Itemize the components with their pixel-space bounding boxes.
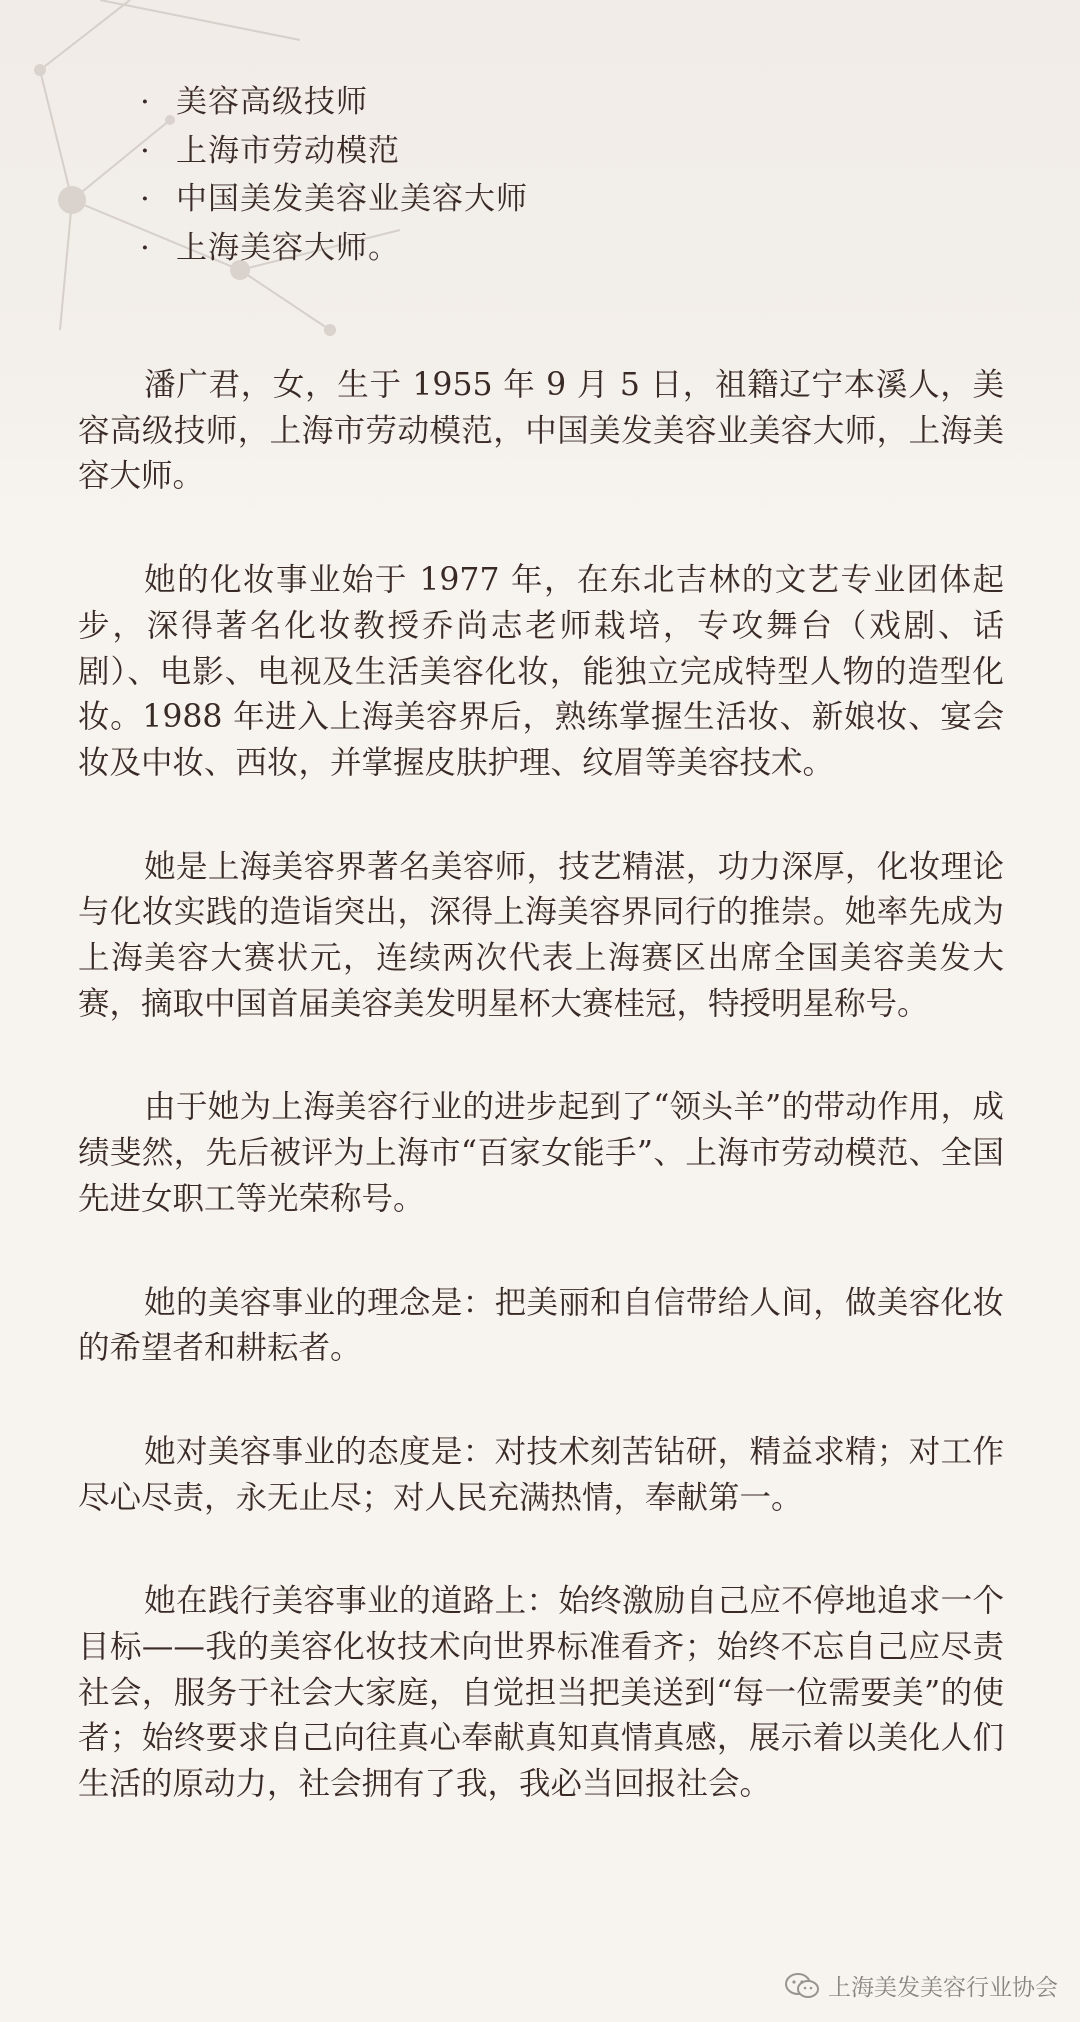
watermark [784,1969,1058,2002]
paragraph-attitude: 她对美容事业的态度是：对技术刻苦钻研，精益求精；对工作尽心尽责，永无止尽；对人民充满热情，奉献第一。 [78,1433,1004,1516]
bullet-icon: · [140,181,151,217]
list-item [140,127,528,176]
wechat-icon [784,1972,820,2000]
watermark-text: 上海美发美容行业协会 [828,1975,1058,2001]
paragraph-mission: 她在践行美容事业的道路上：始终激励自己应不停地追求一个目标——我的美容化妆技术向世界标准看齐；始终不忘自己应尽责社会，服务于社会大家庭，自觉担当把美送到“每一位需要美”的使者；始终要求自己向往真心奉献真知真情真感，展示着以美化人们生活的原动力，社会拥有了我，我必当回报社会。 [78,1583,1004,1803]
list-item [140,224,528,273]
list-item-text: 上海市劳动模范 [176,132,400,169]
title-list [140,78,528,272]
bullet-icon: · [140,84,151,120]
paragraph-honors: 由于她为上海美容行业的进步起到了“领头羊”的带动作用，成绩斐然，先后被评为上海市“百家女能手”、上海市劳动模范、全国先进女职工等光荣称号。 [78,1089,1004,1217]
bullet-icon: · [140,229,151,266]
list-item-text: 上海美容大师。 [176,229,400,266]
paragraph-intro: 潘广君，女，生于 1955 年 9 月 5 日，祖籍辽宁本溪人，美容高级技师，上海市劳动模范，中国美发美容业美容大师，上海美容大师。 [78,367,1004,495]
paragraph-career: 她的化妆事业始于 1977 年，在东北吉林的文艺专业团体起步，深得著名化妆教授乔尚志老师栽培，专攻舞台（戏剧、话剧）、电影、电视及生活美容化妆，能独立完成特型人物的造型化妆。1988 年进入上海美容界后，熟练掌握生活妆、新娘妆、宴会妆及中妆、西妆，并掌握皮肤护理、纹眉等美容技术。 [78,562,1004,781]
paragraph-philosophy: 她的美容事业的理念是：把美丽和自信带给人间，做美容化妆的希望者和耕耘者。 [78,1284,1004,1367]
list-item-text: 美容高级技师 [176,84,368,120]
list-item-text: 中国美发美容业美容大师 [176,181,528,217]
list-item [140,175,528,224]
paragraph-achievements: 她是上海美容界著名美容师，技艺精湛，功力深厚，化妆理论与化妆实践的造诣突出，深得上海美容界同行的推崇。她率先成为上海美容大赛状元，连续两次代表上海赛区出席全国美容美发大赛，摘取中国首届美容美发明星杯大赛桂冠，特授明星称号。 [78,848,1004,1022]
article-body [78,363,1004,1854]
list-item [140,78,528,127]
bullet-icon: · [140,132,151,169]
